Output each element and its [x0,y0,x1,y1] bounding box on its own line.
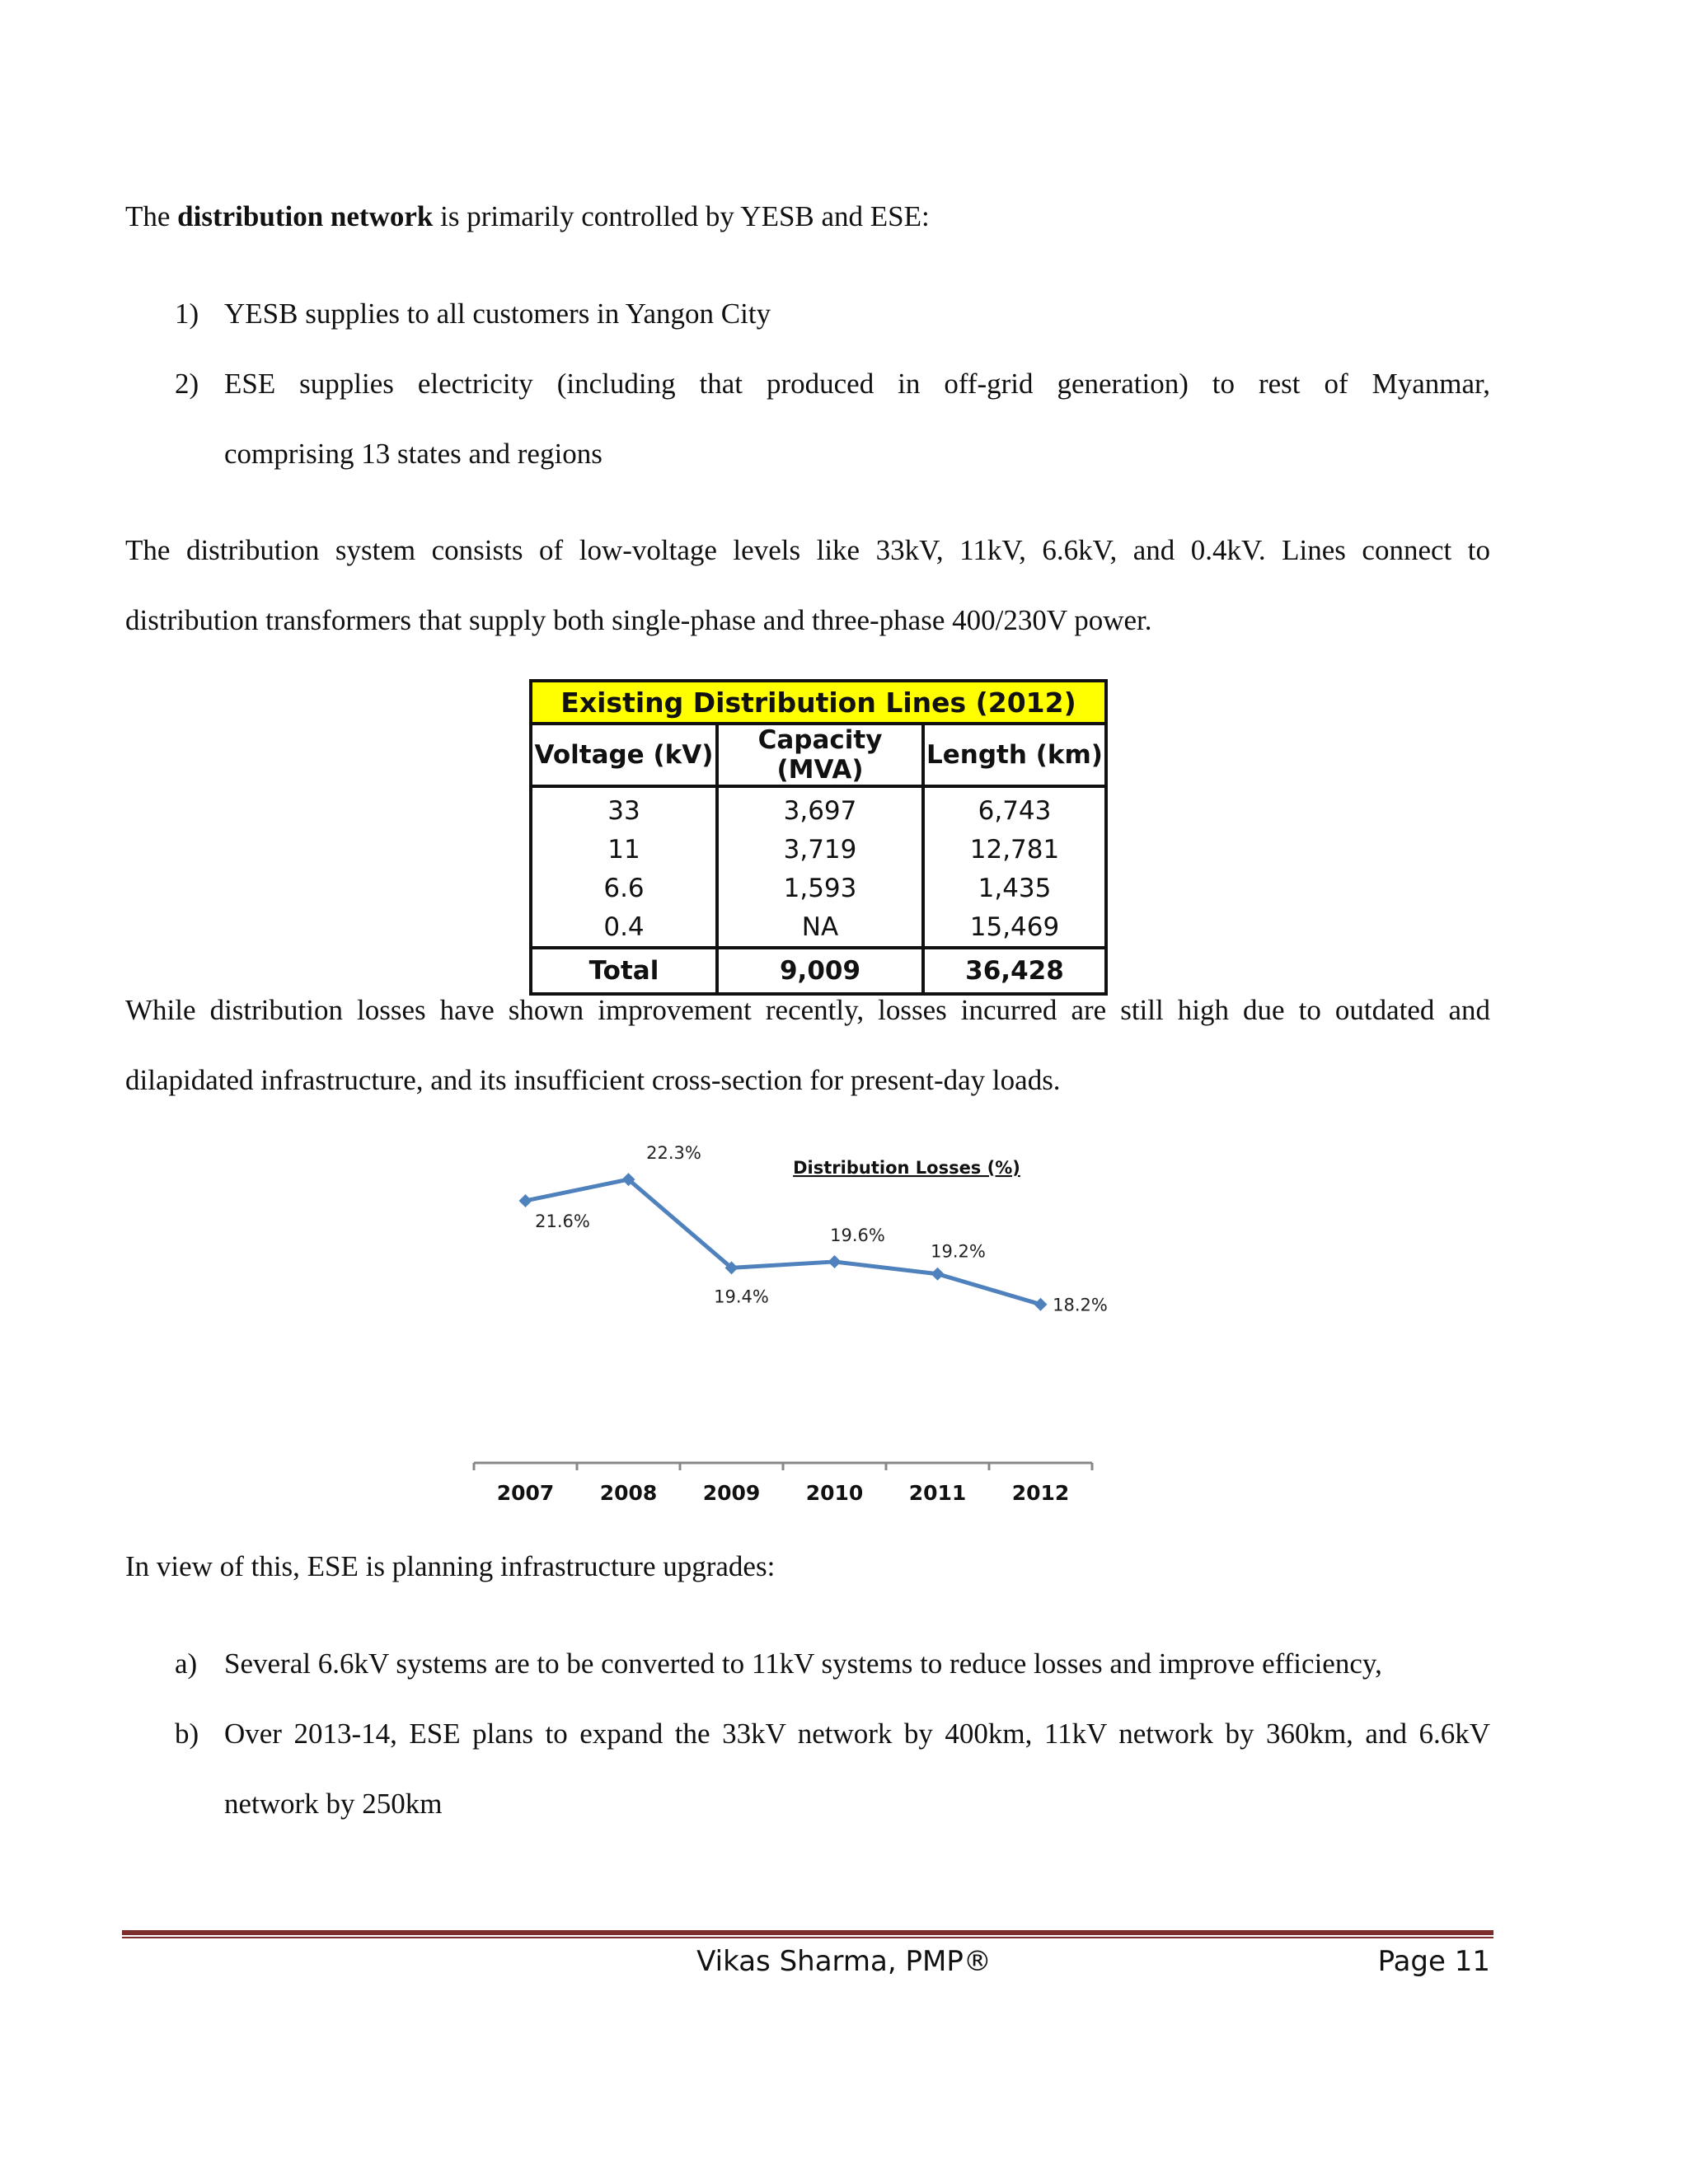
data-label: 21.6% [535,1211,590,1231]
paragraph-line: dilapidated infrastructure, and its insufficient cross-section for present-day loads. [125,1064,1061,1096]
table-cell: 12,781 [923,830,1106,869]
list-item-text-line: comprising 13 states and regions [224,438,603,470]
table-header: Voltage (kV) [531,724,717,786]
table-row [531,907,1106,948]
list-marker: b) [175,1718,199,1750]
table-row [531,830,1106,869]
data-label: 19.2% [931,1241,986,1262]
table-cell: 1,435 [923,869,1106,907]
data-label: 19.4% [714,1286,769,1307]
table-cell: 3,719 [717,830,923,869]
table-cell: Total [531,948,717,994]
table-row [531,869,1106,907]
distribution-losses-chart [462,1146,1121,1516]
table-cell: 3,697 [717,786,923,830]
table-row [531,786,1106,830]
table-cell: 1,593 [717,869,923,907]
x-tick-label: 2009 [702,1481,761,1505]
list-marker: 2) [175,368,199,400]
footer-divider-thin [122,1937,1493,1938]
table-header: Length (km) [923,724,1106,786]
table-cell: 36,428 [923,948,1106,994]
table-cell: NA [717,907,923,948]
list-item [175,1699,1490,1839]
list-marker: 1) [175,298,199,330]
list-item-text-line: ESE supplies electricity (including that produced in off-grid generation) to rest of Myanmar, [224,368,1490,400]
table-cell: 15,469 [923,907,1106,948]
table-cell: 6,743 [923,786,1106,830]
list-item-text: YESB supplies to all customers in Yangon City [224,298,771,330]
x-tick-label: 2007 [496,1481,555,1505]
distribution-lines-table [529,679,1108,996]
list-item-text-line: network by 250km [224,1788,443,1820]
data-label: 22.3% [646,1146,701,1164]
upgrades-intro: In view of this, ESE is planning infrastructure upgrades: [125,1550,776,1582]
voltage-paragraph [125,515,1490,655]
table-title: Existing Distribution Lines (2012) [531,681,1106,724]
list-item-text: Several 6.6kV systems are to be converted to 11kV systems to reduce losses and improve efficiency, [224,1647,1382,1680]
data-point-marker [931,1268,945,1281]
table-header: Capacity (MVA) [717,724,923,786]
list-item [175,1629,1490,1699]
data-point-marker [519,1194,532,1207]
table-cell: 9,009 [717,948,923,994]
list-item [175,279,1490,349]
list-item [175,349,1490,489]
table-cell: 0.4 [531,907,717,948]
table-cell: 33 [531,786,717,830]
table-cell: 11 [531,830,717,869]
x-tick-label: 2012 [1011,1481,1070,1505]
x-tick-label: 2010 [805,1481,864,1505]
footer-author: Vikas Sharma, PMP® [696,1945,992,1978]
intro-paragraph [125,181,1490,251]
paragraph-line: While distribution losses have shown improvement recently, losses incurred are still high due to outdated and [125,994,1490,1026]
data-label: 18.2% [1053,1295,1108,1315]
chart-title: Distribution Losses (%) [793,1158,1020,1178]
footer-page-number: Page 11 [1377,1945,1490,1978]
list-item-text-line: Over 2013-14, ESE plans to expand the 33kV network by 400km, 11kV network by 360km, and 6.6kV [224,1718,1490,1750]
list-marker: a) [175,1647,198,1680]
data-label: 19.6% [830,1225,885,1245]
paragraph-line: The distribution system consists of low-voltage levels like 33kV, 11kV, 6.6kV, and 0.4kV. Lines connect to [125,534,1490,566]
intro-bold-term: distribution network [177,200,434,232]
intro-prefix: The [125,200,178,232]
footer-divider [122,1930,1493,1935]
losses-paragraph [125,975,1490,1115]
x-axis [474,1463,1092,1505]
table-cell: 6.6 [531,869,717,907]
data-point-marker [1034,1298,1048,1311]
intro-suffix: is primarily controlled by YESB and ESE: [433,200,930,232]
x-tick-label: 2008 [599,1481,658,1505]
x-tick-label: 2011 [908,1481,967,1505]
paragraph-line: distribution transformers that supply both single-phase and three-phase 400/230V power. [125,604,1152,636]
data-point-marker [828,1255,842,1268]
